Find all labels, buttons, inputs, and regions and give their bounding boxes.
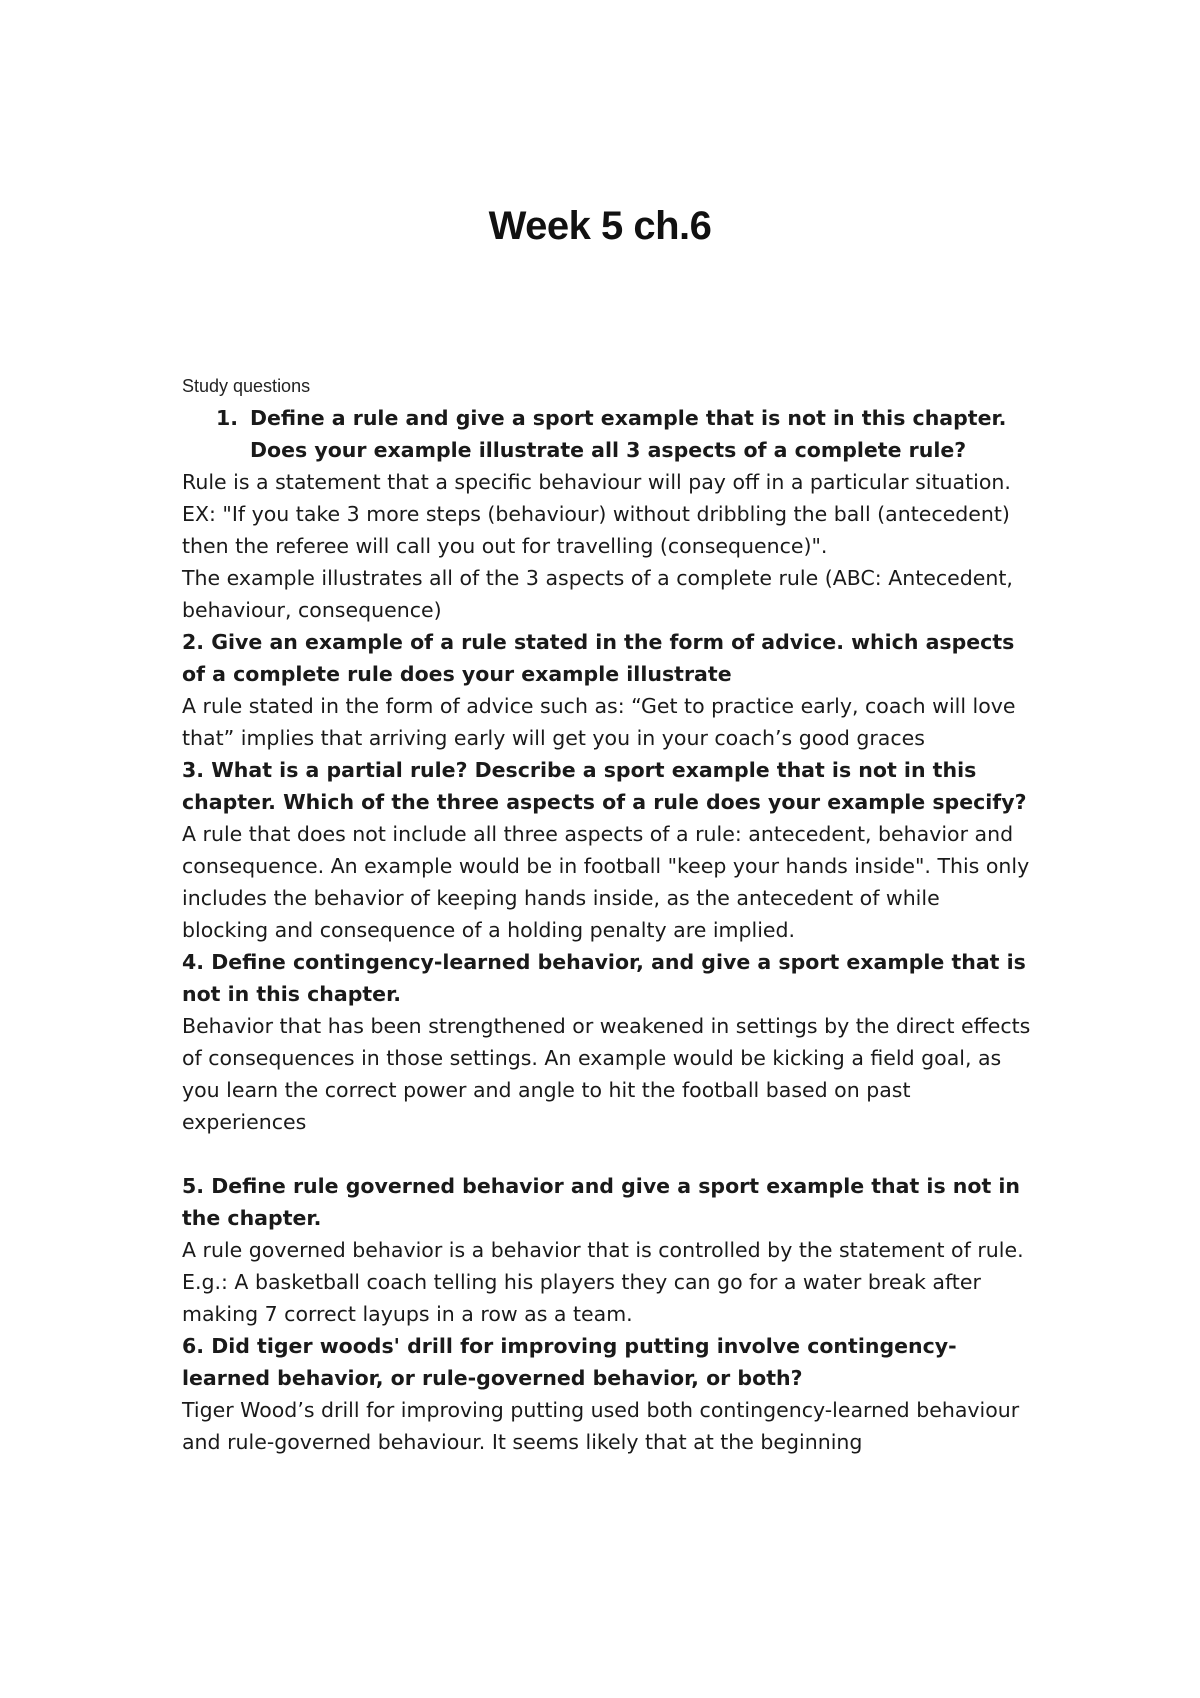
- answer-6: Tiger Wood’s drill for improving putting used both contingency-learned behaviour and rule-governed behaviour. It seems likely that at the beginning: [182, 1398, 1020, 1454]
- answer-1-example: EX: "If you take 3 more steps (behaviour) without dribbling the ball (antecedent) then the referee will call you out for travelling (consequence)".: [182, 502, 1010, 558]
- section-subheading: Study questions: [182, 376, 311, 396]
- answer-2: A rule stated in the form of advice such as: “Get to practice early, coach will love that” implies that arriving early will get you in your coach’s good graces: [182, 694, 1016, 750]
- question-4: 4. Define contingency-learned behavior, and give a sport example that is not in this chapter.: [182, 950, 1026, 1006]
- answer-4: Behavior that has been strengthened or weakened in settings by the direct effects of consequences in those settings. An example would be kicking a field goal, as you learn the correct power and angle to hit the football based on past experiences: [182, 1014, 1031, 1134]
- question-5: 5. Define rule governed behavior and give a sport example that is not in the chapter.: [182, 1174, 1021, 1230]
- question-6: 6. Did tiger woods' drill for improving putting involve contingency-learned behavior, or rule-governed behavior, or both?: [182, 1334, 957, 1390]
- question-2: 2. Give an example of a rule stated in the form of advice. which aspects of a complete rule does your example illustrate: [182, 630, 1015, 686]
- paragraph-gap: [182, 1138, 1032, 1170]
- answer-1-definition: Rule is a statement that a specific behaviour will pay off in a particular situation.: [182, 470, 1011, 494]
- question-1-number: 1.: [216, 406, 239, 430]
- answer-1-summary: The example illustrates all of the 3 aspects of a complete rule (ABC: Antecedent, behaviour, consequence): [182, 566, 1013, 622]
- question-1-text: Define a rule and give a sport example that is not in this chapter. Does your example illustrate all 3 aspects of a complete rule?: [250, 406, 1007, 462]
- page-title: Week 5 ch.6: [488, 204, 712, 248]
- answer-3: A rule that does not include all three aspects of a rule: antecedent, behavior and consequence. An example would be in football "keep your hands inside". This only includes the behavior of keeping hands inside, as the antecedent of while blocking and consequence of a holding penalty are implied.: [182, 822, 1030, 942]
- question-3: 3. What is a partial rule? Describe a sport example that is not in this chapter. Which of the three aspects of a rule does your example specify?: [182, 758, 1027, 814]
- answer-5: A rule governed behavior is a behavior that is controlled by the statement of rule. E.g.: A basketball coach telling his players they can go for a water break after making 7 correct layups in a row as a team.: [182, 1238, 1024, 1326]
- question-1: [182, 402, 1032, 466]
- document-body: [182, 370, 1032, 1458]
